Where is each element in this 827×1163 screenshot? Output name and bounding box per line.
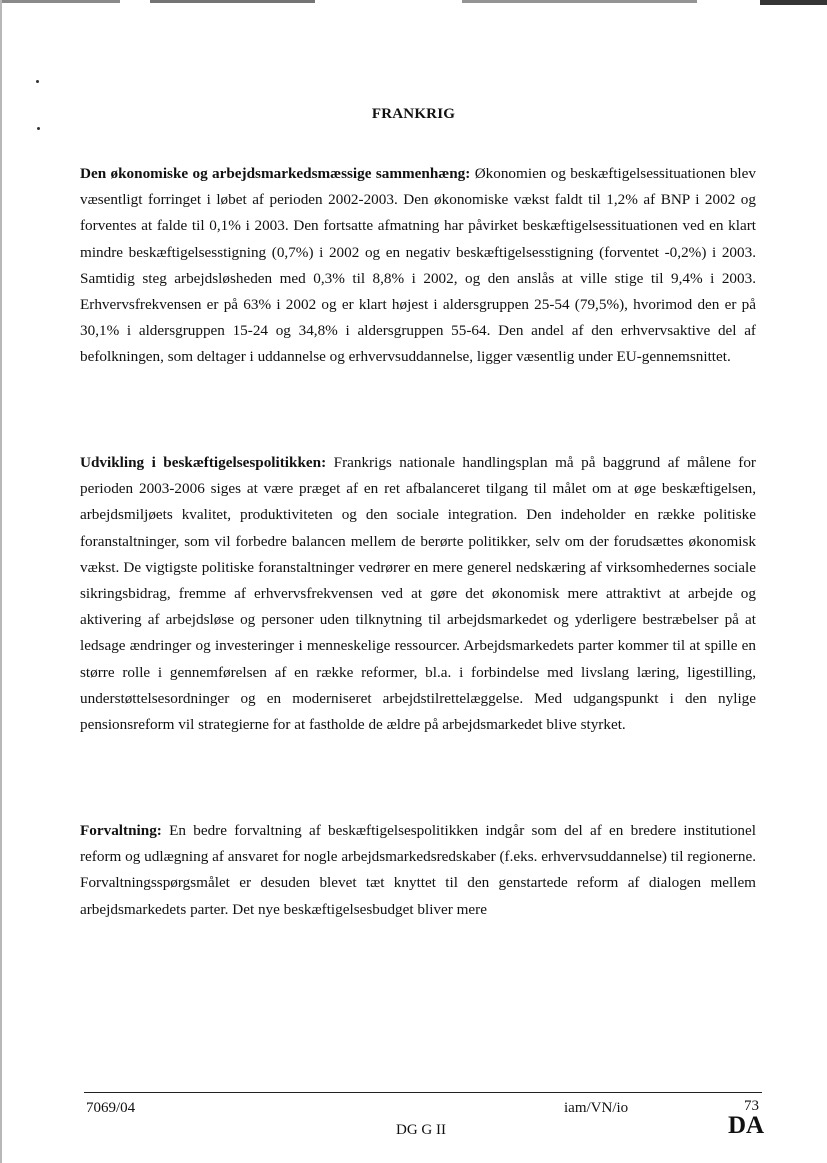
section-heading: Udvikling i beskæftigelsespolitikken: — [80, 454, 327, 471]
scan-edge-mark — [462, 0, 697, 3]
section-heading: Forvaltning: — [80, 822, 162, 839]
section-body: Frankrigs nationale handlingsplan må på baggrund af målene for perioden 2003-2006 siges at være præget af en ret afbalanceret tilgang til målet om at øge beskæftigelsen, arbejdsmiljøets kvalitet, produktiviteten og den sociale integration. Den indeholder en række politiske foranstaltninger, som vil forbedre balancen mellem de berørte politikker, selv om der forudsættes økonomisk vækst. De vigtigste politiske foranstaltninger vedrører en mere generel nedskæring af virksomhedernes sociale sikringsbidrag, fremme af erhvervsfrekvensen ved at gøre det økonomisk mere attraktivt at arbejde og aktivering af arbejdsløse og personer uden tilknytning til arbejdsmarkedet og yderligere bestræbelser på at ledsage ændringer og investeringer i menneskelige ressourcer. Arbejdsmarkedets parter kommer til at spille en større rolle i gennemførelsen af en række reformer, bl.a. i forbindelse med livslang læring, ligestilling, understøttelsesordninger og en moderniseret arbejdstilrettelæggelse. Med udgangspunkt i den nylige pensionsreform vil strategierne for at fastholde de ældre på arbejdsmarkedet blive styrket. — [80, 454, 756, 734]
section-body: Økonomien og beskæftigelsessituationen blev væsentligt forringet i løbet af perioden 2002-2003. Den økonomiske vækst faldt til 1,2% af BNP i 2002 og forventes at falde til 0,1% i 2003. Den fortsatte afmatning har påvirket beskæftigelsessituationen ved en klart mindre beskæftigelsesstigning (0,7%) i 2002 og en negativ beskæftigelsesstigning (forventet -0,2%) i 2003. Samtidig steg arbejdsløsheden med 0,3% til 8,8% i 2002, og den anslås at ville stige til 9,4% i 2003. Erhvervsfrekvensen er på 63% i 2002 og er klart højest i aldersgruppen 25-54 (79,5%), hvorimod den er på 30,1% i aldersgruppen 15-24 og 34,8% i aldersgruppen 55-64. Den andel af den erhvervsaktive del af befolkningen, som deltager i uddannelse og erhvervsuddannelse, ligger væsentlig under EU-gennemsnittet. — [80, 165, 756, 366]
scan-speck — [36, 80, 39, 83]
scan-edge-mark — [760, 0, 827, 5]
scan-speck — [37, 127, 40, 130]
scan-edge-mark — [0, 0, 120, 3]
footer-reference: iam/VN/io — [564, 1100, 629, 1116]
section-body: En bedre forvaltning af beskæftigelsespolitikken indgår som del af en bredere institutionel reform og udlægning af ansvaret for nogle arbejdsmarkedsredskaber (f.eks. erhvervsuddannelse) til regionerne. Forvaltningsspørgsmålet er desuden blevet tæt knyttet til den genstartede reform af dialogen mellem arbejdsmarkedets parter. Det nye beskæftigelsesbudget bliver mere — [80, 822, 756, 918]
footer-language-code: DA — [728, 1112, 765, 1139]
section-heading: Den økonomiske og arbejdsmarkedsmæssige sammenhæng: — [80, 165, 471, 182]
footer-doc-number: 7069/04 — [86, 1100, 136, 1116]
scan-edge-line — [0, 0, 2, 1163]
page-title: FRANKRIG — [371, 106, 456, 122]
section-employment-policy — [80, 450, 756, 738]
footer-divider — [84, 1092, 762, 1093]
footer-page-number: 73 — [744, 1098, 759, 1114]
section-governance — [80, 818, 756, 923]
section-economic-context — [80, 161, 756, 371]
scan-edge-mark — [150, 0, 315, 3]
footer-dg: DG G II — [396, 1122, 446, 1138]
